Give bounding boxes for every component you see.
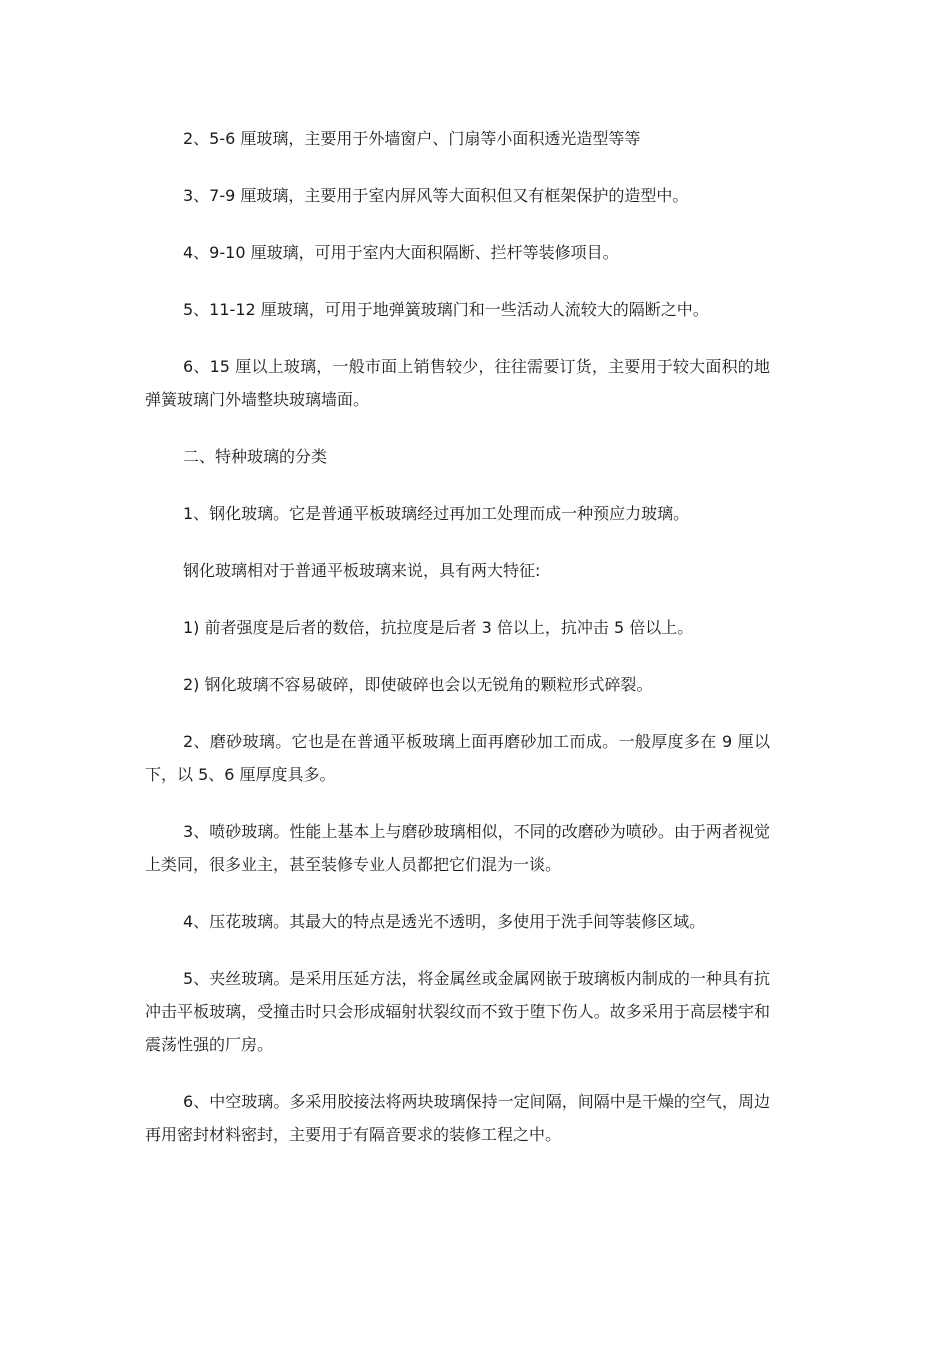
paragraph-glass-7-9: 3、7-9 厘玻璃，主要用于室内屏风等大面积但又有框架保护的造型中。	[183, 186, 689, 205]
section-heading-special-glass: 二、特种玻璃的分类	[183, 447, 328, 466]
paragraph-tempered-features-intro: 钢化玻璃相对于普通平板玻璃来说，具有两大特征:	[183, 561, 541, 580]
paragraph-patterned-glass: 4、压花玻璃。其最大的特点是透光不透明，多使用于洗手间等装修区域。	[183, 912, 706, 931]
paragraph-tempered-feature-2: 2) 钢化玻璃不容易破碎，即使破碎也会以无锐角的颗粒形式碎裂。	[183, 675, 653, 694]
paragraph-frosted-glass: 2、磨砂玻璃。它也是在普通平板玻璃上面再磨砂加工而成。一般厚度多在 9 厘以下，以 5、6 厘厚度具多。	[145, 732, 770, 784]
paragraph-glass-9-10: 4、9-10 厘玻璃，可用于室内大面积隔断、拦杆等装修项目。	[183, 243, 619, 262]
paragraph-glass-11-12: 5、11-12 厘玻璃，可用于地弹簧玻璃门和一些活动人流较大的隔断之中。	[183, 300, 709, 319]
paragraph-tempered-glass: 1、钢化玻璃。它是普通平板玻璃经过再加工处理而成一种预应力玻璃。	[183, 504, 690, 523]
paragraph-glass-15-plus: 6、15 厘以上玻璃，一般市面上销售较少，往往需要订货，主要用于较大面积的地弹簧玻璃门外墙整块玻璃墙面。	[145, 357, 770, 409]
paragraph-glass-5-6: 2、5-6 厘玻璃，主要用于外墙窗户、门扇等小面积透光造型等等	[183, 129, 641, 148]
paragraph-wired-glass: 5、夹丝玻璃。是采用压延方法，将金属丝或金属网嵌于玻璃板内制成的一种具有抗冲击平板玻璃，受撞击时只会形成辐射状裂纹而不致于堕下伤人。故多采用于高层楼宇和震荡性强的厂房。	[145, 969, 770, 1054]
document-body	[145, 122, 770, 1151]
paragraph-tempered-feature-1: 1) 前者强度是后者的数倍，抗拉度是后者 3 倍以上，抗冲击 5 倍以上。	[183, 618, 694, 637]
paragraph-insulated-glass: 6、中空玻璃。多采用胶接法将两块玻璃保持一定间隔，间隔中是干燥的空气，周边再用密封材料密封，主要用于有隔音要求的装修工程之中。	[145, 1092, 770, 1144]
paragraph-sandblasted-glass: 3、喷砂玻璃。性能上基本上与磨砂玻璃相似，不同的改磨砂为喷砂。由于两者视觉上类同，很多业主，甚至装修专业人员都把它们混为一谈。	[145, 822, 770, 874]
